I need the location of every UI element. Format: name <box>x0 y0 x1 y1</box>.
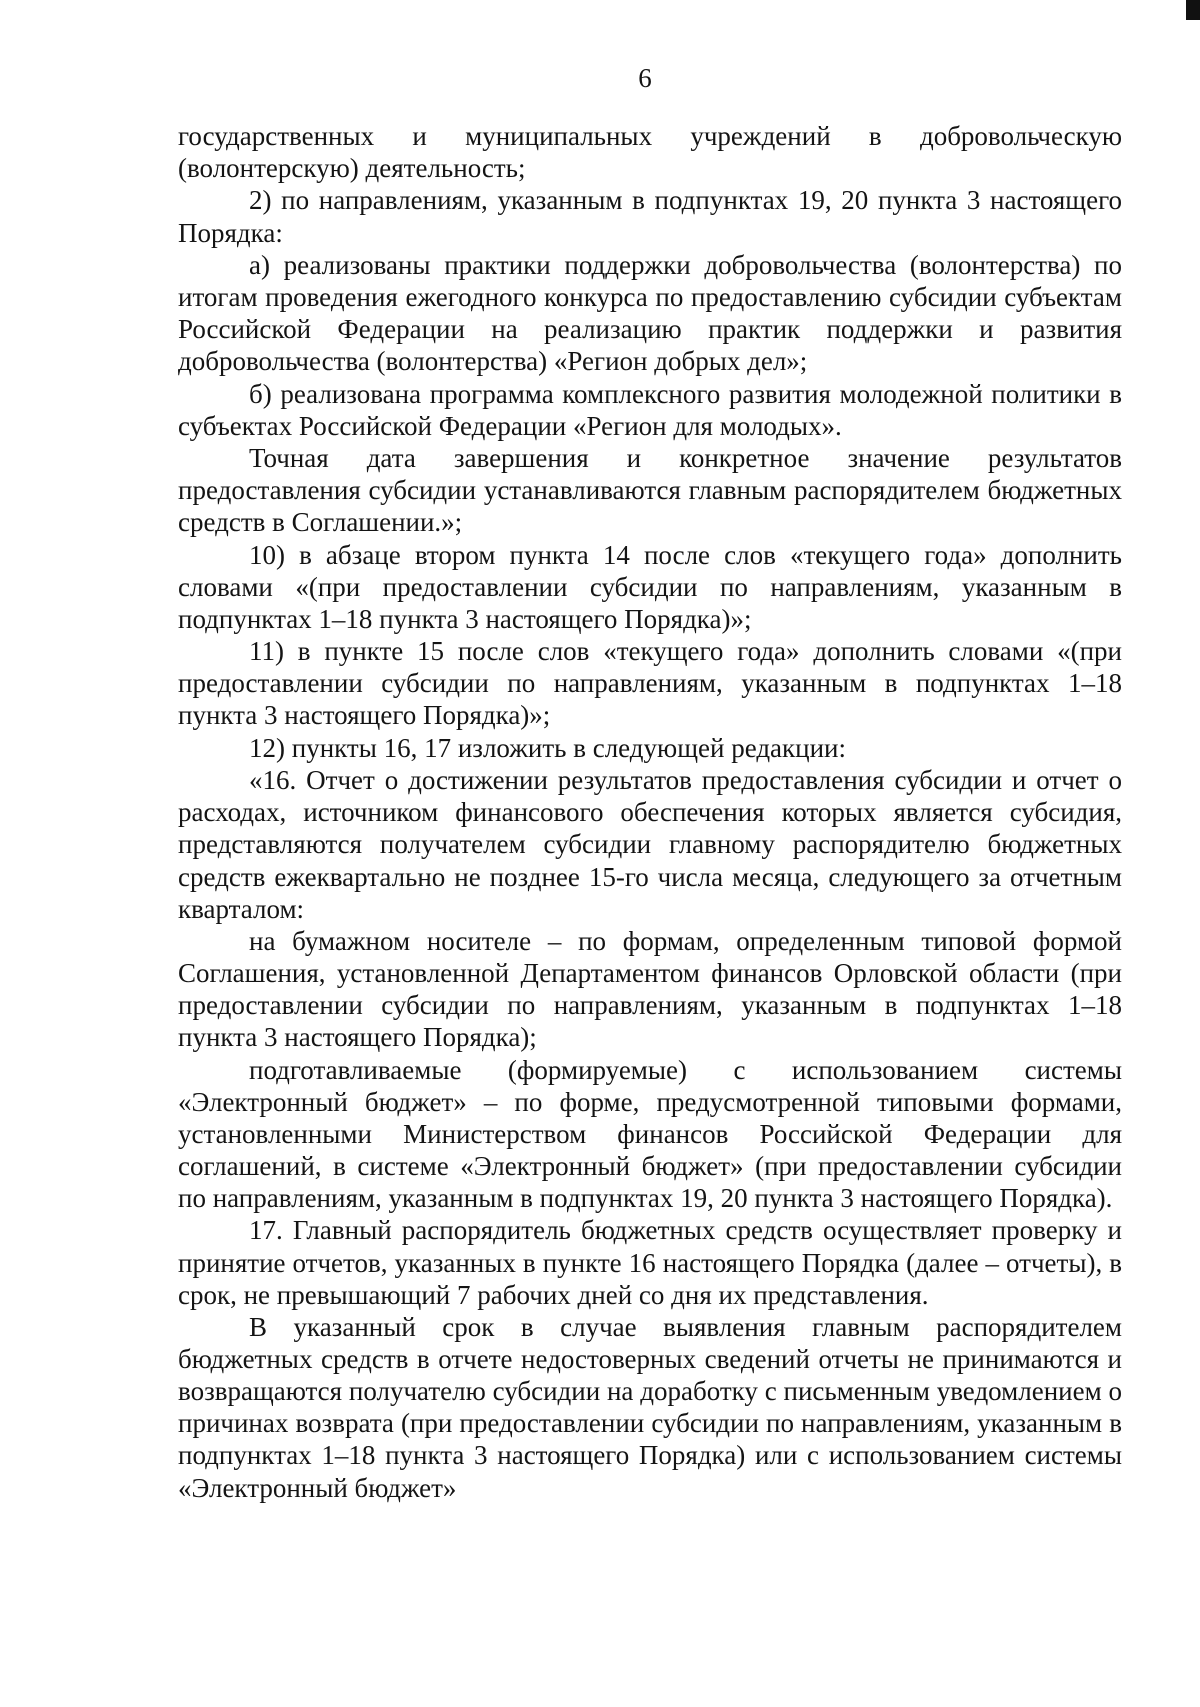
paragraph: Точная дата завершения и конкретное значение результатов предоставления субсидии устанавливаются главным распорядителем бюджетных средств в Соглашении.»; <box>178 443 1122 538</box>
page-number: 6 <box>638 63 652 93</box>
paragraph: 10) в абзаце втором пункта 14 после слов «текущего года» дополнить словами «(при предоставлении субсидии по направлениям, указанным в подпунктах 1–18 пункта 3 настоящего Порядка)»; <box>178 539 1122 634</box>
paragraph: 12) пункты 16, 17 изложить в следующей редакции: <box>249 732 847 763</box>
paragraph: на бумажном носителе – по формам, определенным типовой формой Соглашения, установленной Департаментом финансов Орловской области (при предоставлении субсидии по направлениям, указанным в подпунктах 1–18 пункта 3 настоящего Порядка); <box>178 926 1122 1053</box>
paragraph: б) реализована программа комплексного развития молодежной политики в субъектах Российской Федерации «Регион для молодых». <box>178 378 1122 441</box>
paragraph: «16. Отчет о достижении результатов предоставления субсидии и отчет о расходах, источником финансового обеспечения которых является субсидия, представляются получателем субсидии главному распорядителю бюджетных средств ежеквартально не позднее 15-го числа месяца, следующего за отчетным кварталом: <box>178 765 1122 924</box>
paragraph: подготавливаемые (формируемые) с использованием системы «Электронный бюджет» – по форме, предусмотренной типовыми формами, установленными Министерством финансов Российской Федерации для соглашений, в системе «Электронный бюджет» (при предоставлении субсидии по направлениям, указанным в подпунктах 19, 20 пункта 3 настоящего Порядка). <box>178 1054 1122 1214</box>
paragraph: 2) по направлениям, указанным в подпунктах 19, 20 пункта 3 настоящего Порядка: <box>178 185 1122 248</box>
scan-artifact <box>1186 0 1200 20</box>
paragraph: а) реализованы практики поддержки добровольчества (волонтерства) по итогам проведения ежегодного конкурса по предоставлению субсидии субъектам Российской Федерации на реализацию практик поддержки и развития добровольчества (волонтерства) «Регион добрых дел»; <box>178 249 1122 377</box>
paragraph: государственных и муниципальных учреждений в добровольческую (волонтерскую) деятельность; <box>178 121 1122 184</box>
document-body <box>178 120 1122 1504</box>
paragraph: 17. Главный распорядитель бюджетных средств осуществляет проверку и принятие отчетов, указанных в пункте 16 настоящего Порядка (далее – отчеты), в срок, не превышающий 7 рабочих дней со дня их представления. <box>178 1215 1122 1310</box>
paragraph: 11) в пункте 15 после слов «текущего года» дополнить словами «(при предоставлении субсидии по направлениям, указанным в подпунктах 1–18 пункта 3 настоящего Порядка)»; <box>178 636 1122 731</box>
paragraph: В указанный срок в случае выявления главным распорядителем бюджетных средств в отчете недостоверных сведений отчеты не принимаются и возвращаются получателю субсидии на доработку с письменным уведомлением о причинах возврата (при предоставлении субсидии по направлениям, указанным в подпунктах 1–18 пункта 3 настоящего Порядка) или с использованием системы «Электронный бюджет» <box>178 1312 1122 1503</box>
